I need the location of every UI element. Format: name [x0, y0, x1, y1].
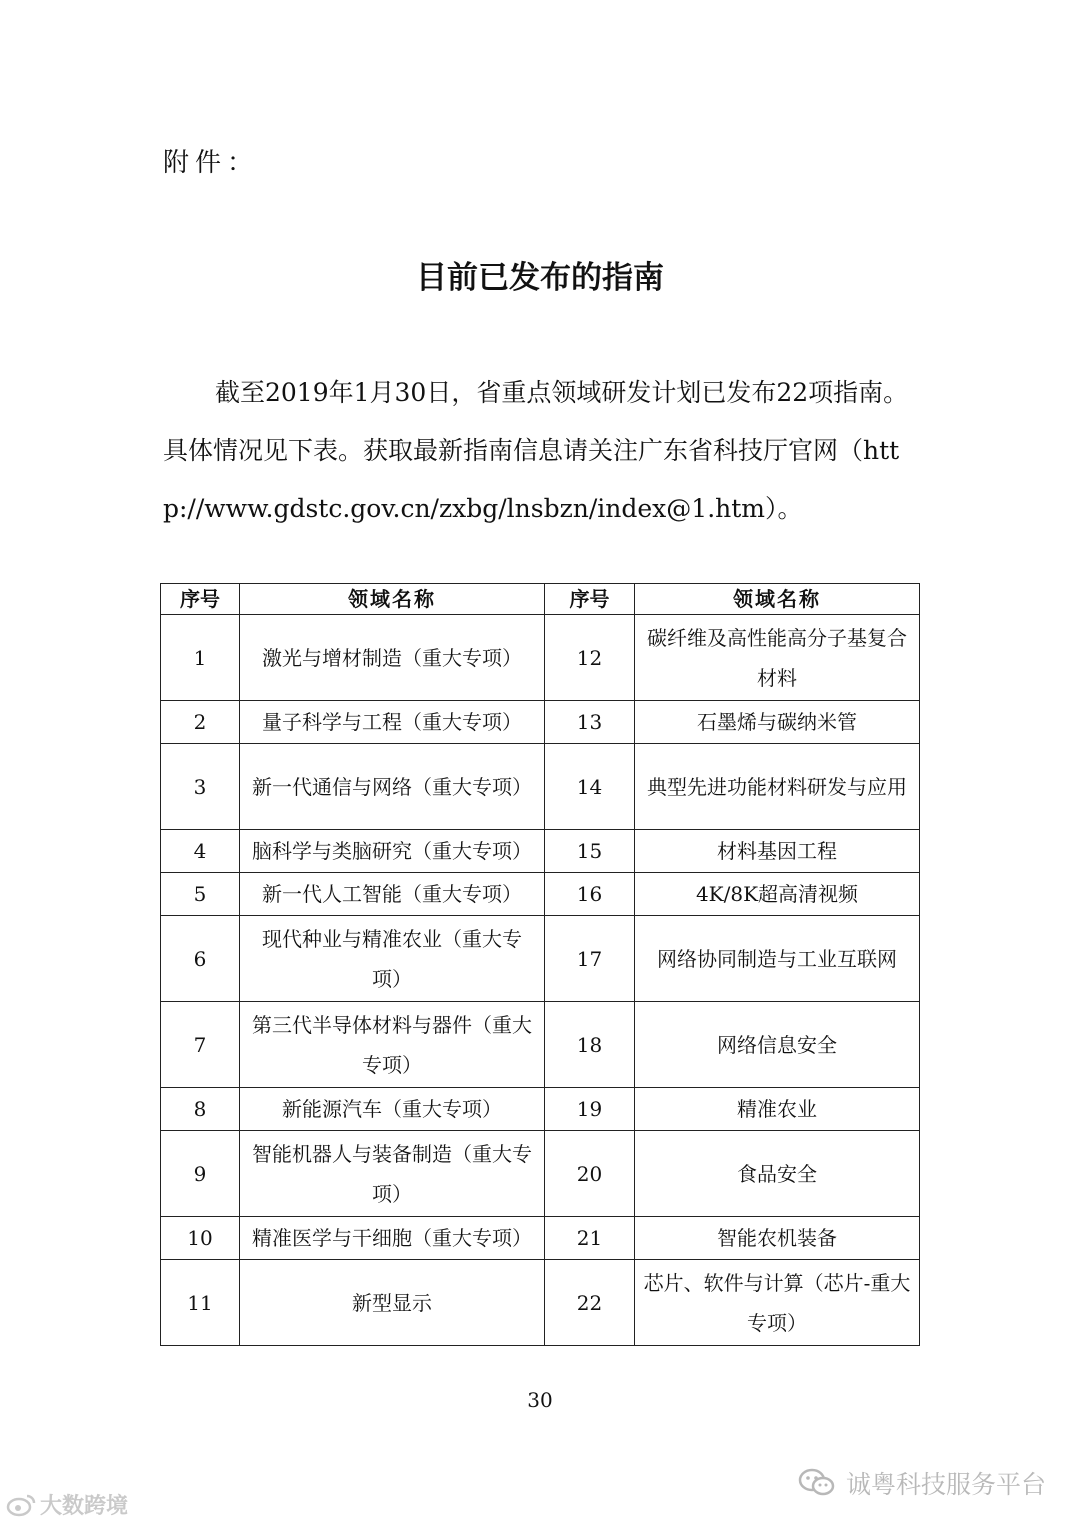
row-index-left: 8 [161, 1088, 240, 1131]
row-index-left: 7 [161, 1002, 240, 1088]
header-field-name-2: 领域名称 [635, 584, 920, 615]
page-number: 30 [527, 1388, 553, 1412]
row-index-left: 2 [161, 701, 240, 744]
row-index-left: 5 [161, 873, 240, 916]
wechat-icon [798, 1468, 836, 1498]
row-index-left: 3 [161, 744, 240, 830]
row-index-left: 4 [161, 830, 240, 873]
row-field-left: 智能机器人与装备制造（重大专项） [240, 1131, 545, 1217]
row-index-left: 6 [161, 916, 240, 1002]
row-field-right: 材料基因工程 [635, 830, 920, 873]
row-index-left: 1 [161, 615, 240, 701]
row-field-left: 新型显示 [240, 1260, 545, 1346]
row-field-left: 激光与增材制造（重大专项） [240, 615, 545, 701]
table-row [161, 873, 920, 916]
header-index-2: 序号 [545, 584, 635, 615]
row-field-right: 网络协同制造与工业互联网 [635, 916, 920, 1002]
table-header-row [161, 584, 920, 615]
table-row [161, 1260, 920, 1346]
row-field-left: 量子科学与工程（重大专项） [240, 701, 545, 744]
row-field-right: 食品安全 [635, 1131, 920, 1217]
row-index-right: 20 [545, 1131, 635, 1217]
watermark-right [798, 1465, 1046, 1501]
row-index-right: 16 [545, 873, 635, 916]
weibo-icon [6, 1493, 36, 1517]
table-row [161, 1002, 920, 1088]
intro-paragraph: 截至2019年1月30日，省重点领域研发计划已发布22项指南。具体情况见下表。获取最新指南信息请关注广东省科技厅官网（http://www.gdstc.gov.cn/zxbg/lnsbzn/index@1.htm）。 [163, 378, 909, 523]
row-field-left: 新能源汽车（重大专项） [240, 1088, 545, 1131]
row-index-left: 10 [161, 1217, 240, 1260]
row-index-right: 13 [545, 701, 635, 744]
row-field-left: 现代种业与精准农业（重大专项） [240, 916, 545, 1002]
row-field-left: 新一代人工智能（重大专项） [240, 873, 545, 916]
row-index-right: 19 [545, 1088, 635, 1131]
row-field-left: 第三代半导体材料与器件（重大专项） [240, 1002, 545, 1088]
watermark-left [6, 1489, 128, 1520]
row-field-left: 精准医学与干细胞（重大专项） [240, 1217, 545, 1260]
row-index-right: 22 [545, 1260, 635, 1346]
row-field-right: 典型先进功能材料研发与应用 [635, 744, 920, 830]
table-row [161, 1088, 920, 1131]
page-title: 目前已发布的指南 [416, 260, 664, 296]
table-row [161, 744, 920, 830]
table-row [161, 615, 920, 701]
header-index-1: 序号 [161, 584, 240, 615]
row-index-right: 21 [545, 1217, 635, 1260]
row-field-right: 4K/8K超高清视频 [635, 873, 920, 916]
row-index-right: 12 [545, 615, 635, 701]
row-field-left: 脑科学与类脑研究（重大专项） [240, 830, 545, 873]
row-field-left: 新一代通信与网络（重大专项） [240, 744, 545, 830]
row-index-right: 18 [545, 1002, 635, 1088]
watermark-left-text: 大数跨境 [40, 1494, 129, 1519]
row-field-right: 智能农机装备 [635, 1217, 920, 1260]
attachment-label: 附件： [163, 148, 260, 178]
row-field-right: 精准农业 [635, 1088, 920, 1131]
table-row [161, 916, 920, 1002]
row-field-right: 碳纤维及高性能高分子基复合材料 [635, 615, 920, 701]
row-field-right: 网络信息安全 [635, 1002, 920, 1088]
row-index-right: 15 [545, 830, 635, 873]
row-index-right: 14 [545, 744, 635, 830]
row-index-left: 11 [161, 1260, 240, 1346]
row-index-left: 9 [161, 1131, 240, 1217]
guides-table [160, 583, 920, 1346]
table-row [161, 1217, 920, 1260]
table-row [161, 701, 920, 744]
row-index-right: 17 [545, 916, 635, 1002]
row-field-right: 石墨烯与碳纳米管 [635, 701, 920, 744]
header-field-name-1: 领域名称 [240, 584, 545, 615]
table-row [161, 830, 920, 873]
watermark-right-text: 诚粤科技服务平台 [845, 1470, 1046, 1499]
table-row [161, 1131, 920, 1217]
row-field-right: 芯片、软件与计算（芯片-重大专项） [635, 1260, 920, 1346]
